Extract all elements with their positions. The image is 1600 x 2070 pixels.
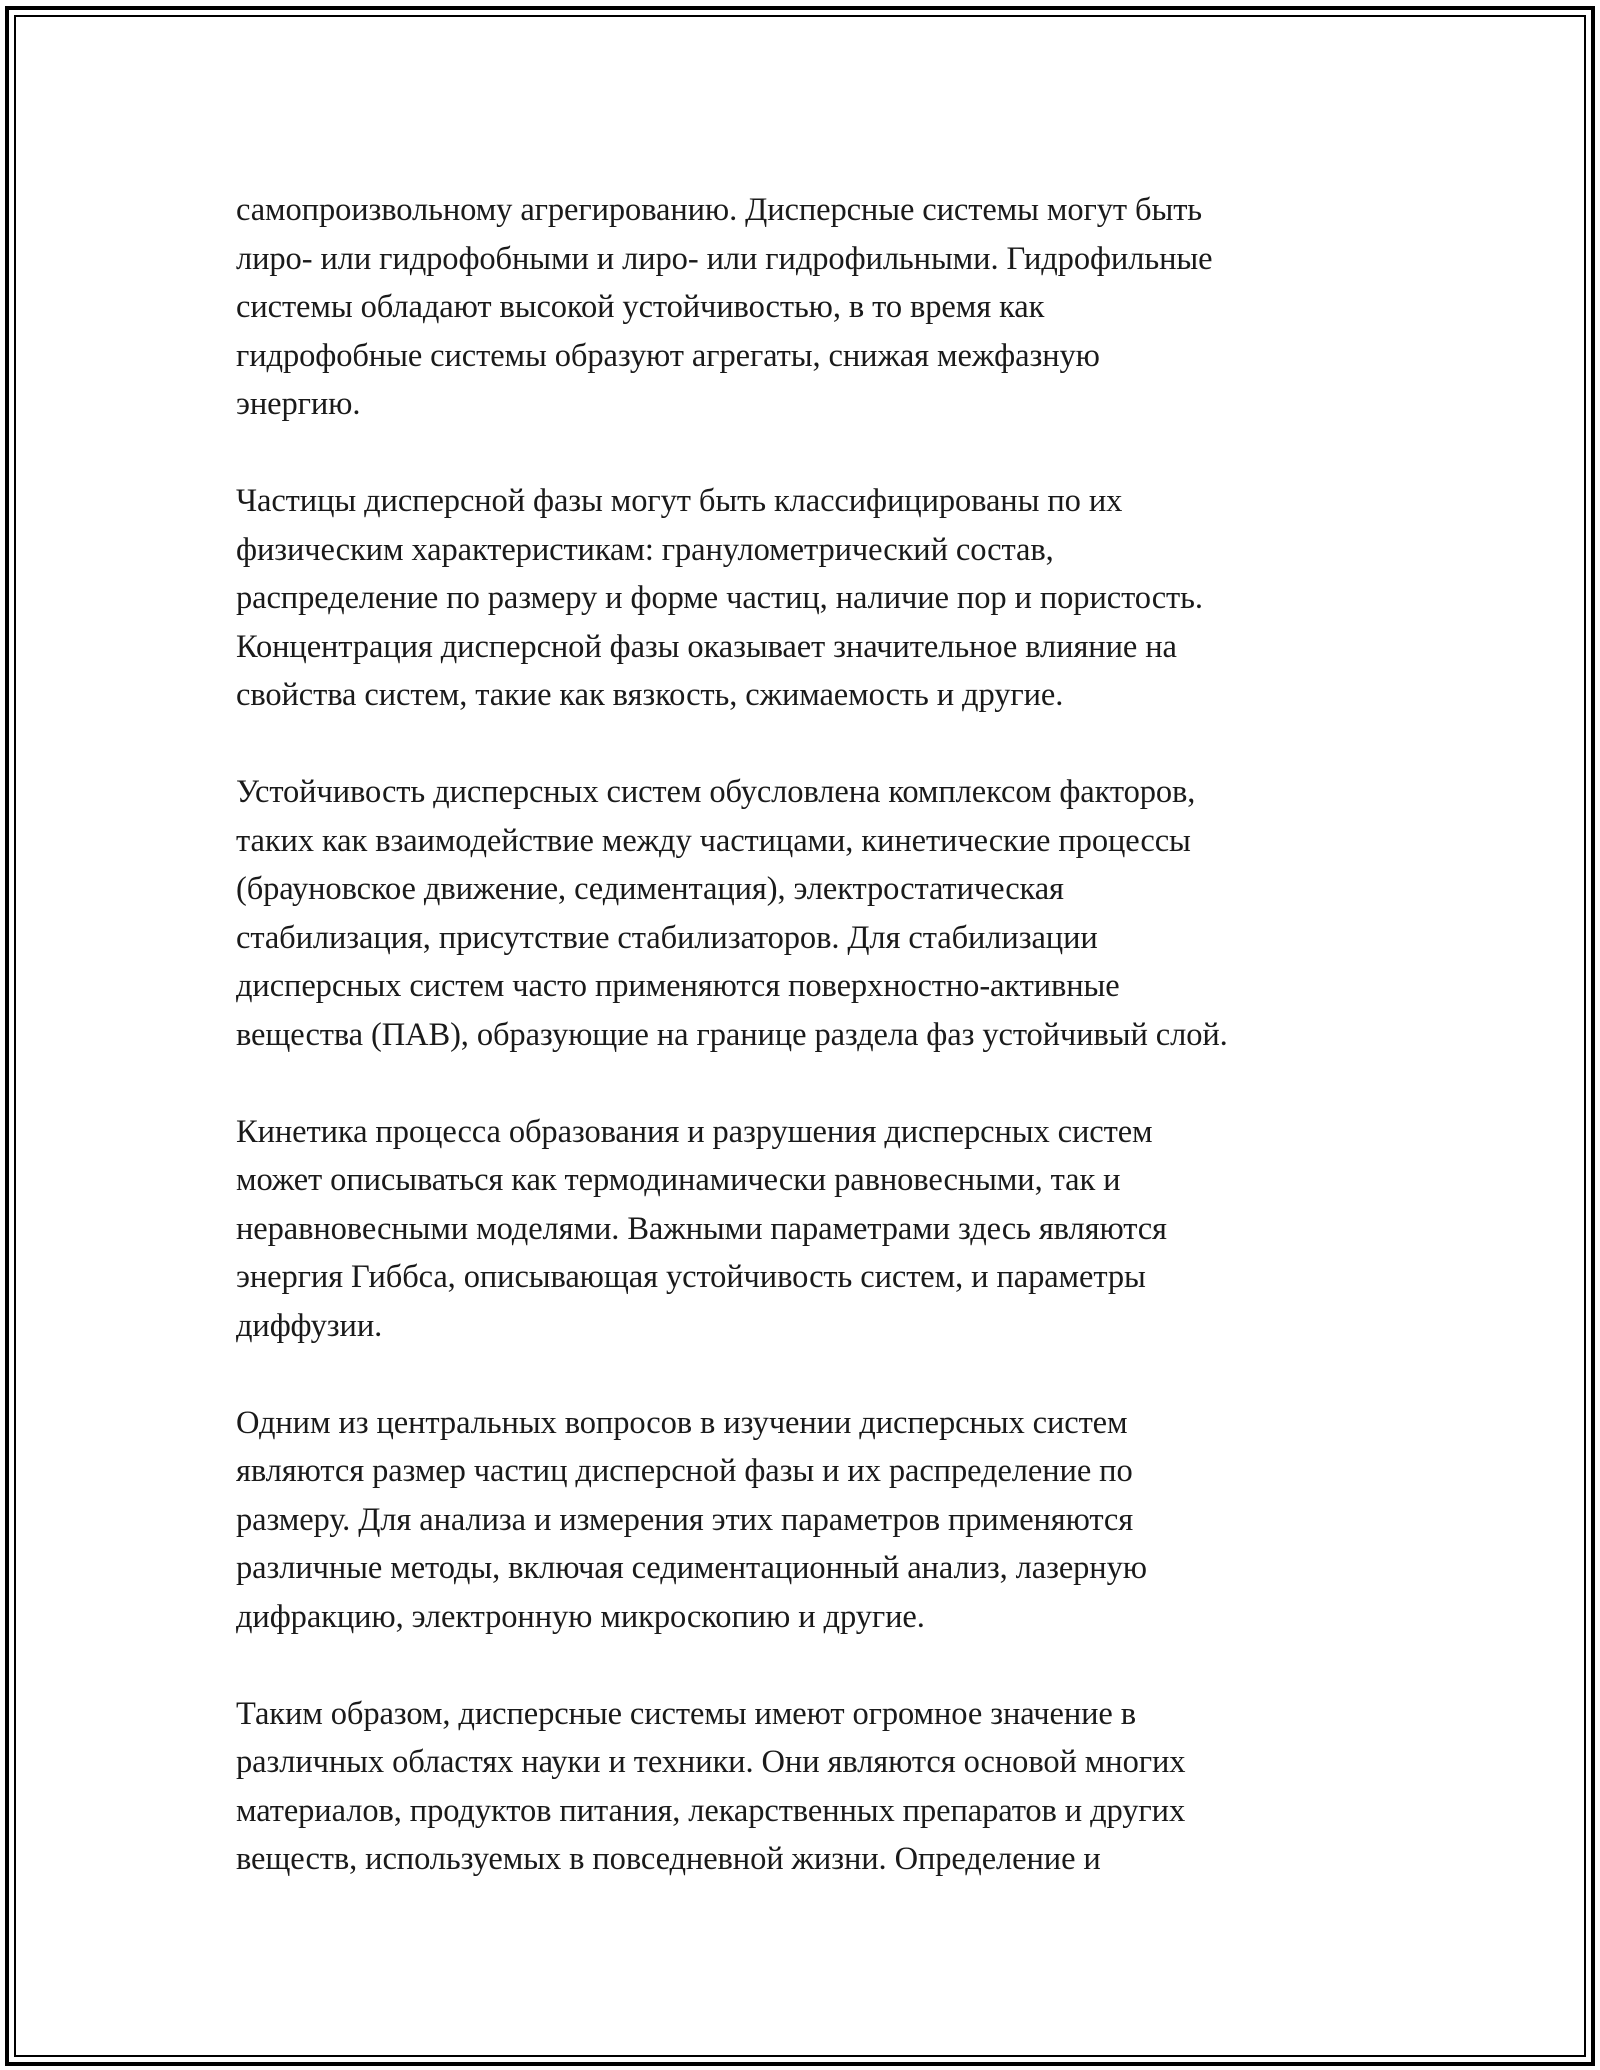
- paragraph-4-line-4: энергия Гиббса, описывающая устойчивость систем, и параметры: [236, 1259, 1146, 1295]
- paragraph-1-line-4: гидрофобные системы образуют агрегаты, снижая межфазную: [236, 337, 1100, 374]
- paragraph-5-line-3: размеру. Для анализа и измерения этих параметров применяются: [236, 1501, 1134, 1538]
- paragraph-6-line-2: различных областях науки и техники. Они являются основой многих: [236, 1744, 1186, 1780]
- paragraph-3-line-1: Устойчивость дисперсных систем обусловлена комплексом факторов,: [236, 774, 1196, 810]
- paragraph-1-line-2: лиро- или гидрофобными и лиро- или гидрофильными. Гидрофильные: [236, 240, 1213, 277]
- paragraph-3-line-2: таких как взаимодействие между частицами, кинетические процессы: [236, 822, 1191, 859]
- document-body: [236, 186, 1416, 1884]
- paragraph-3-line-6: вещества (ПАВ), образующие на границе раздела фаз устойчивый слой.: [236, 1016, 1228, 1053]
- paragraph-4-line-1: Кинетика процесса образования и разрушения дисперсных систем: [236, 1113, 1153, 1150]
- paragraph-2-line-2: физическим характеристикам: гранулометрический состав,: [236, 531, 1054, 568]
- paragraph-5-line-2: являются размер частиц дисперсной фазы и их распределение по: [236, 1453, 1133, 1489]
- paragraph-2-line-1: Частицы дисперсной фазы могут быть классифицированы по их: [236, 483, 1123, 519]
- paragraph-1-line-1: самопроизвольному агрегированию. Дисперсные системы могут быть: [236, 192, 1203, 228]
- paragraph-1-line-5: энергию.: [236, 386, 361, 422]
- paragraph-3-line-4: стабилизация, присутствие стабилизаторов. Для стабилизации: [236, 919, 1098, 956]
- paragraph-2-line-5: свойства систем, такие как вязкость, сжимаемость и другие.: [236, 677, 1064, 713]
- paragraph-2-line-3: распределение по размеру и форме частиц, наличие пор и пористость.: [236, 580, 1203, 616]
- paragraph-5-line-5: дифракцию, электронную микроскопию и другие.: [236, 1598, 925, 1635]
- paragraph-4-line-3: неравновесными моделями. Важными параметрами здесь являются: [236, 1210, 1167, 1247]
- paragraph-6-line-4: веществ, используемых в повседневной жизни. Определение и: [236, 1841, 1101, 1877]
- paragraph-3-line-3: (брауновское движение, седиментация), электростатическая: [236, 871, 1064, 907]
- paragraph-2-line-4: Концентрация дисперсной фазы оказывает значительное влияние на: [236, 628, 1177, 665]
- paragraph-5-line-1: Одним из центральных вопросов в изучении дисперсных систем: [236, 1404, 1128, 1441]
- paragraph-1-line-3: системы обладают высокой устойчивостью, в то время как: [236, 289, 1045, 325]
- paragraph-3-line-5: дисперсных систем часто применяются поверхностно-активные: [236, 968, 1120, 1004]
- paragraph-6-line-3: материалов, продуктов питания, лекарственных препаратов и других: [236, 1792, 1186, 1829]
- paragraph-4-line-5: диффузии.: [236, 1307, 383, 1344]
- paragraph-5-line-4: различные методы, включая седиментационный анализ, лазерную: [236, 1550, 1147, 1586]
- paragraph-6-line-1: Таким образом, дисперсные системы имеют огромное значение в: [236, 1695, 1137, 1732]
- paragraph-4-line-2: может описываться как термодинамически равновесными, так и: [236, 1162, 1121, 1198]
